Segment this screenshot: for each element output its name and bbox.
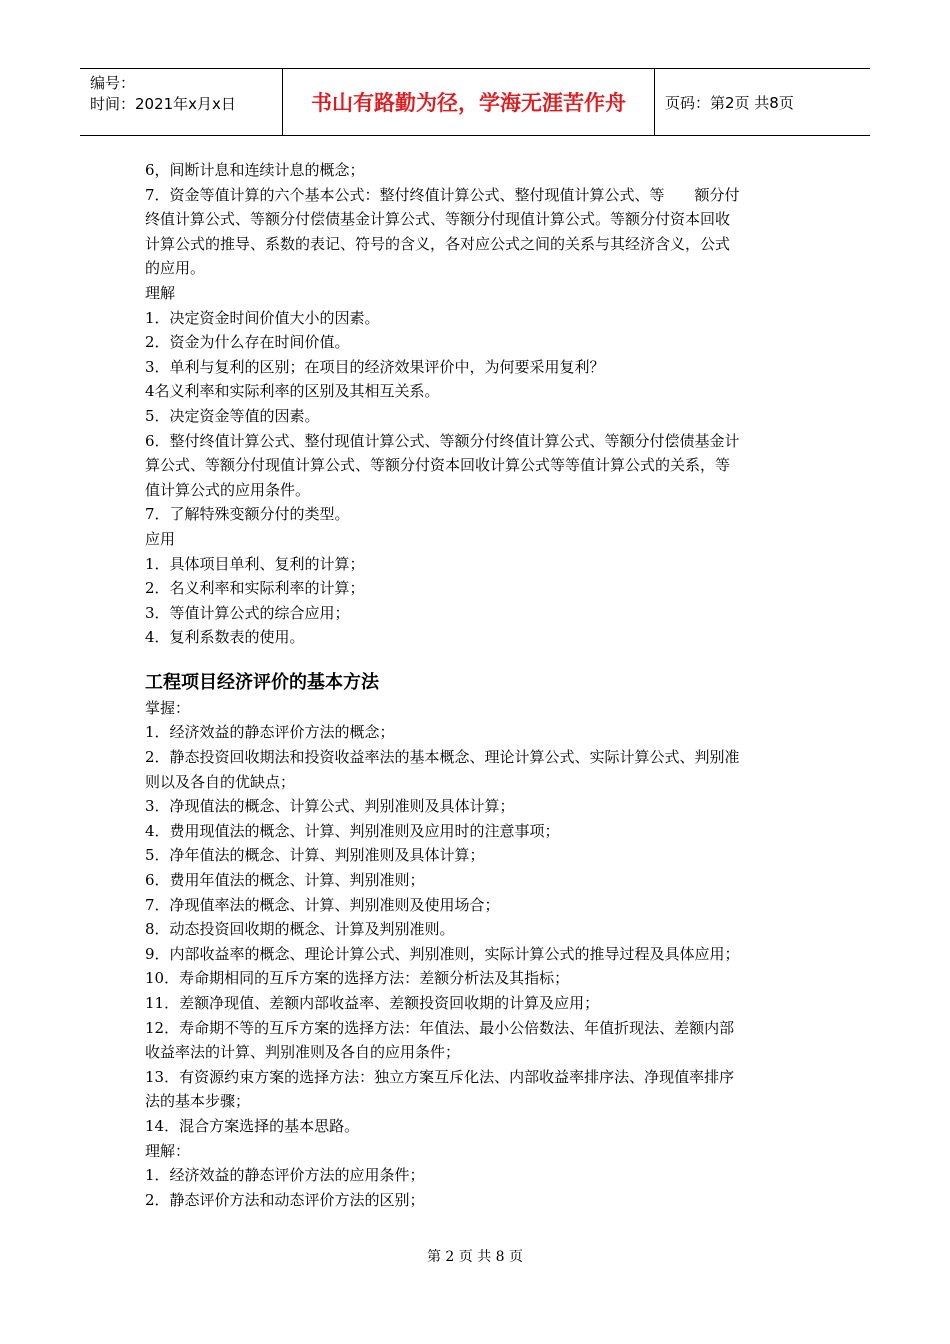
text-line: 终值计算公式、等额分付偿债基金计算公式、等额分付现值计算公式。等额分付资本回收 xyxy=(145,210,731,229)
text-line: 13．有资源约束方案的选择方法：独立方案互斥化法、内部收益率排序法、净现值率排序 xyxy=(145,1067,735,1086)
header-motto: 书山有路勤为径，学海无涯苦作舟 xyxy=(282,69,655,135)
text-line: 4．复利系数表的使用。 xyxy=(145,628,305,647)
text-line: 4．费用现值法的概念、计算、判别准则及应用时的注意事项； xyxy=(145,821,560,840)
text-block-2 xyxy=(145,696,815,1212)
text-line: 收益率法的计算、判别准则及各自的应用条件； xyxy=(145,1043,461,1062)
text-line: 3．净现值法的概念、计算公式、判别准则及具体计算； xyxy=(145,797,515,816)
text-line: 1．具体项目单利、复利的计算； xyxy=(145,554,365,573)
text-line: 1．经济效益的静态评价方法的应用条件； xyxy=(145,1166,425,1185)
text-line: 2．静态评价方法和动态评价方法的区别； xyxy=(145,1190,425,1209)
text-line: 掌握： xyxy=(145,698,191,717)
text-line: 应用 xyxy=(145,529,176,548)
text-line: 8．动态投资回收期的概念、计算及判别准则。 xyxy=(145,920,455,939)
text-line: 11．差额净现值、差额内部收益率、差额投资回收期的计算及应用； xyxy=(145,994,600,1012)
text-line: 5．净年值法的概念、计算、判别准则及具体计算； xyxy=(145,846,485,865)
text-line: 6，间断计息和连续计息的概念； xyxy=(145,161,365,179)
text-line: 3．等值计算公式的综合应用； xyxy=(145,603,350,622)
header-page-label: 页码：第2页 共8页 xyxy=(665,93,794,112)
text-line: 10．寿命期相同的互斥方案的选择方法：差额分析法及其指标； xyxy=(145,969,570,988)
text-line: 6．整付终值计算公式、整付现值计算公式、等额分付终值计算公式、等额分付偿债基金计 xyxy=(145,431,740,450)
text-line: 1．决定资金时间价值大小的因素。 xyxy=(145,308,380,327)
time-label: 时间：2021年x月x日 xyxy=(90,95,236,113)
text-line: 理解 xyxy=(145,283,176,302)
header-meta xyxy=(80,69,282,135)
text-line: 则以及各自的优缺点； xyxy=(145,772,296,791)
text-line: 2．名义利率和实际利率的计算； xyxy=(145,579,365,598)
text-line: 2．静态投资回收期法和投资收益率法的基本概念、理论计算公式、实际计算公式、判别准 xyxy=(145,748,740,767)
text-line: 9．内部收益率的概念、理论计算公式、判别准则，实际计算公式的推导过程及具体应用； xyxy=(145,944,740,963)
text-line: 7．了解特殊变额分付的类型。 xyxy=(145,505,350,524)
text-line: 4名义利率和实际利率的区别及其相互关系。 xyxy=(145,382,440,401)
page-header xyxy=(80,68,870,136)
text-line: 7．净现值率法的概念、计算、判别准则及使用场合； xyxy=(145,895,500,914)
text-line: 算公式、等额分付现值计算公式、等额分付资本回收计算公式等等值计算公式的关系，等 xyxy=(145,456,731,475)
section-title: 工程项目经济评价的基本方法 xyxy=(145,671,379,693)
text-line: 理解： xyxy=(145,1141,191,1160)
text-line: 法的基本步骤； xyxy=(145,1092,251,1111)
text-line: 14．混合方案选择的基本思路。 xyxy=(145,1116,360,1135)
text-line: 2．资金为什么存在时间价值。 xyxy=(145,333,350,352)
document-body xyxy=(145,158,815,1212)
text-line: 的应用。 xyxy=(145,259,206,278)
text-line: 值计算公式的应用条件。 xyxy=(145,480,311,499)
text-block-1 xyxy=(145,158,815,650)
text-line: 1．经济效益的静态评价方法的概念； xyxy=(145,723,395,742)
text-line: 6．费用年值法的概念、计算、判别准则； xyxy=(145,871,425,890)
text-line: 5．决定资金等值的因素。 xyxy=(145,406,320,425)
text-line: 3．单利与复利的区别；在项目的经济效果评价中，为何要采用复利？ xyxy=(145,357,605,376)
text-line: 7．资金等值计算的六个基本公式：整付终值计算公式、整付现值计算公式、等 额分付 xyxy=(145,185,740,204)
number-label: 编号： xyxy=(90,74,136,92)
text-line: 12．寿命期不等的互斥方案的选择方法：年值法、最小公倍数法、年值折现法、差额内部 xyxy=(145,1018,735,1037)
text-line: 计算公式的推导、系数的表记、符号的含义，各对应公式之间的关系与其经济含义，公式 xyxy=(145,234,731,253)
page-footer: 第 2 页 共 8 页 xyxy=(426,1249,524,1265)
